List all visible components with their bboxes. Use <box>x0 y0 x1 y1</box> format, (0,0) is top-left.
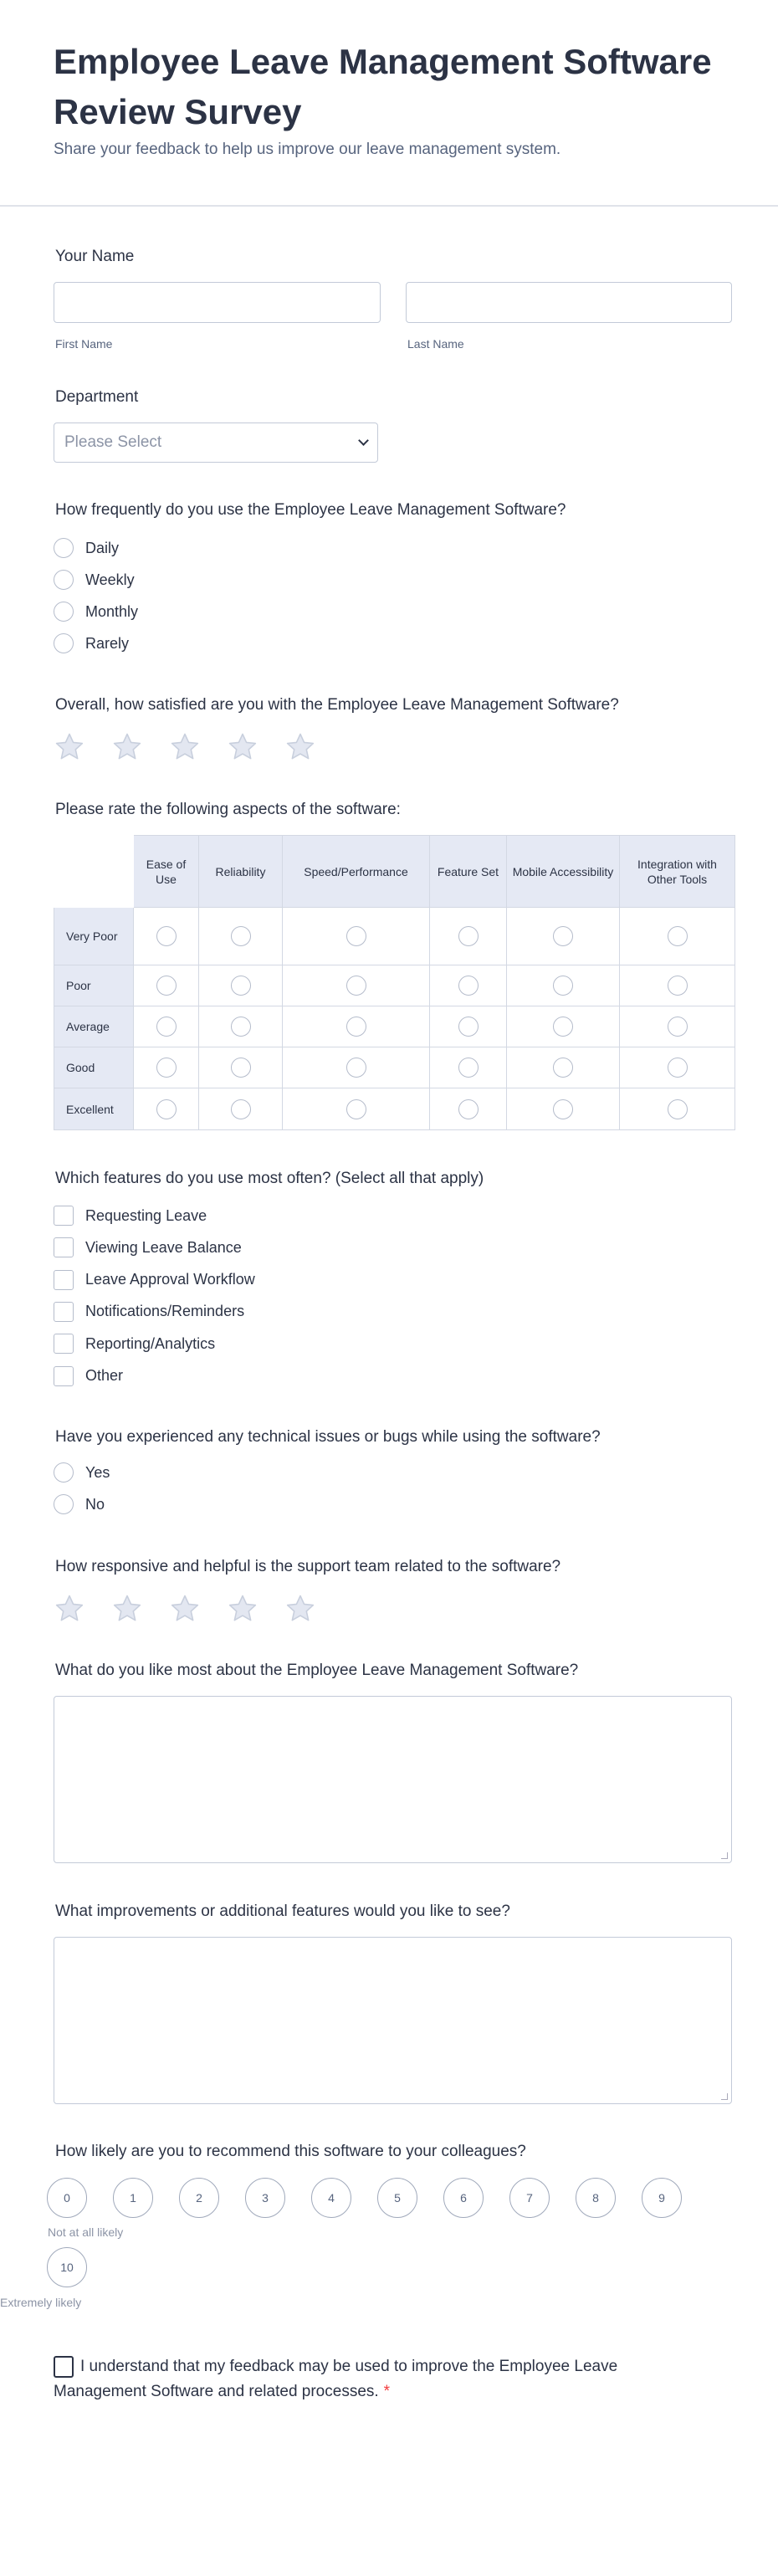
nps-option-1[interactable]: 1 <box>113 2178 153 2218</box>
consent-text: I understand that my feedback may be used to improve the Employee Leave Management Software and related processes. <box>54 2358 618 2400</box>
matrix-column-header: Integration with Other Tools <box>620 835 735 908</box>
matrix-column-header: Reliability <box>199 835 283 908</box>
page-subtitle: Share your feedback to help us improve our leave management system. <box>54 141 561 158</box>
frequency-radio[interactable] <box>54 538 74 558</box>
matrix-radio-integration-with-other-tools[interactable] <box>668 1017 688 1037</box>
required-mark: * <box>383 2383 391 2400</box>
nps-option-5[interactable]: 5 <box>377 2178 417 2218</box>
matrix-radio-feature-set[interactable] <box>458 926 479 946</box>
header-divider <box>0 205 778 207</box>
matrix-radio-mobile-accessibility[interactable] <box>553 1099 573 1119</box>
last-name-input[interactable] <box>406 282 732 323</box>
matrix-cell <box>199 1047 283 1088</box>
frequency-radio[interactable] <box>54 633 74 653</box>
option-label: Notifications/Reminders <box>85 1303 245 1320</box>
features-option-notifications-reminders[interactable] <box>54 1301 244 1323</box>
option-label: Viewing Leave Balance <box>85 1238 242 1256</box>
option-label: Monthly <box>85 602 139 620</box>
option-label: Daily <box>85 539 120 556</box>
matrix-cell <box>134 908 199 965</box>
matrix-radio-mobile-accessibility[interactable] <box>553 1017 573 1037</box>
option-label: Leave Approval Workflow <box>85 1271 255 1288</box>
first-name-sublabel: First Name <box>55 337 113 351</box>
matrix-cell <box>620 1047 735 1088</box>
features-option-leave-approval-workflow[interactable] <box>54 1269 255 1291</box>
department-placeholder: Please Select <box>64 433 162 451</box>
frequency-radio[interactable] <box>54 570 74 590</box>
matrix-cell <box>507 1006 620 1047</box>
satisfaction-star-rating[interactable] <box>54 731 316 763</box>
matrix-radio-mobile-accessibility[interactable] <box>553 976 573 996</box>
matrix-radio-ease-of-use[interactable] <box>156 1099 177 1119</box>
matrix-radio-feature-set[interactable] <box>458 976 479 996</box>
matrix-row-label: Excellent <box>54 1088 134 1130</box>
matrix-question: Please rate the following aspects of the software: <box>55 801 401 818</box>
matrix-radio-reliability[interactable] <box>231 976 251 996</box>
star-icon[interactable] <box>227 731 258 763</box>
matrix-cell <box>430 1047 507 1088</box>
improve-textarea[interactable] <box>54 1937 732 2104</box>
matrix-radio-ease-of-use[interactable] <box>156 926 177 946</box>
features-check[interactable] <box>54 1237 74 1257</box>
consent-checkbox[interactable] <box>54 2356 74 2378</box>
matrix-cell <box>283 965 430 1006</box>
matrix-cell <box>199 1006 283 1047</box>
matrix-radio-integration-with-other-tools[interactable] <box>668 976 688 996</box>
satisfaction-question: Overall, how satisfied are you with the Employee Leave Management Software? <box>55 696 619 714</box>
name-label: Your Name <box>55 248 135 265</box>
matrix-cell <box>134 1047 199 1088</box>
features-check[interactable] <box>54 1302 74 1322</box>
rating-matrix <box>54 835 735 1130</box>
nps-option-4[interactable]: 4 <box>311 2178 351 2218</box>
support-question: How responsive and helpful is the support team related to the software? <box>55 1558 561 1575</box>
department-select[interactable] <box>54 423 378 463</box>
issues-option-no[interactable] <box>54 1493 105 1515</box>
nps-option-8[interactable]: 8 <box>576 2178 616 2218</box>
star-icon[interactable] <box>54 1593 85 1625</box>
matrix-radio-speed-performance[interactable] <box>346 926 366 946</box>
matrix-row-excellent <box>54 1088 735 1130</box>
features-question: Which features do you use most often? (Select all that apply) <box>55 1170 484 1187</box>
matrix-radio-integration-with-other-tools[interactable] <box>668 1058 688 1078</box>
matrix-radio-mobile-accessibility[interactable] <box>553 1058 573 1078</box>
matrix-cell <box>283 1088 430 1130</box>
matrix-cell <box>430 908 507 965</box>
matrix-row-good <box>54 1047 735 1088</box>
matrix-cell <box>507 1047 620 1088</box>
matrix-radio-reliability[interactable] <box>231 926 251 946</box>
star-icon[interactable] <box>284 731 316 763</box>
matrix-radio-speed-performance[interactable] <box>346 1017 366 1037</box>
matrix-cell <box>199 908 283 965</box>
matrix-radio-reliability[interactable] <box>231 1017 251 1037</box>
matrix-cell <box>430 1006 507 1047</box>
features-option-requesting-leave[interactable] <box>54 1205 207 1227</box>
matrix-cell <box>283 1006 430 1047</box>
matrix-radio-speed-performance[interactable] <box>346 1058 366 1078</box>
features-option-reporting-analytics[interactable] <box>54 1333 215 1355</box>
matrix-radio-feature-set[interactable] <box>458 1017 479 1037</box>
issues-question: Have you experienced any technical issues or bugs while using the software? <box>55 1428 601 1446</box>
nps-option-9[interactable]: 9 <box>642 2178 682 2218</box>
matrix-radio-feature-set[interactable] <box>458 1058 479 1078</box>
nps-question: How likely are you to recommend this software to your colleagues? <box>55 2143 526 2160</box>
option-label: Rarely <box>85 634 130 652</box>
nps-low-label: Not at all likely <box>48 2225 124 2239</box>
option-label: Yes <box>85 1463 110 1481</box>
matrix-radio-mobile-accessibility[interactable] <box>553 926 573 946</box>
nps-option-2[interactable]: 2 <box>179 2178 219 2218</box>
matrix-cell <box>507 965 620 1006</box>
issues-radio[interactable] <box>54 1462 74 1483</box>
nps-option-10[interactable]: 10 <box>47 2247 87 2287</box>
features-check[interactable] <box>54 1334 74 1354</box>
matrix-cell <box>134 1006 199 1047</box>
matrix-cell <box>620 965 735 1006</box>
nps-high-label: Extremely likely <box>0 2296 82 2309</box>
option-label: Other <box>85 1367 124 1384</box>
matrix-radio-reliability[interactable] <box>231 1099 251 1119</box>
chevron-down-icon <box>358 435 369 446</box>
matrix-row-label: Average <box>54 1006 134 1047</box>
nps-option-0[interactable]: 0 <box>47 2178 87 2218</box>
resize-handle-icon[interactable] <box>721 1852 728 1859</box>
matrix-cell <box>430 965 507 1006</box>
matrix-row-poor <box>54 965 735 1006</box>
department-label: Department <box>55 388 139 406</box>
matrix-cell <box>134 1088 199 1130</box>
frequency-radio[interactable] <box>54 602 74 622</box>
star-icon[interactable] <box>54 731 85 763</box>
features-check[interactable] <box>54 1206 74 1226</box>
features-check[interactable] <box>54 1366 74 1386</box>
frequency-option-weekly[interactable] <box>54 569 135 591</box>
improve-question: What improvements or additional features would you like to see? <box>55 1903 510 1920</box>
option-label: No <box>85 1495 105 1513</box>
matrix-cell <box>620 908 735 965</box>
matrix-radio-ease-of-use[interactable] <box>156 976 177 996</box>
star-icon[interactable] <box>227 1593 258 1625</box>
matrix-radio-integration-with-other-tools[interactable] <box>668 926 688 946</box>
features-option-viewing-leave-balance[interactable] <box>54 1237 242 1258</box>
matrix-radio-ease-of-use[interactable] <box>156 1017 177 1037</box>
frequency-option-rarely[interactable] <box>54 632 129 654</box>
frequency-option-monthly[interactable] <box>54 601 138 622</box>
issues-option-yes[interactable] <box>54 1462 110 1483</box>
star-icon[interactable] <box>284 1593 316 1625</box>
nps-option-3[interactable]: 3 <box>245 2178 285 2218</box>
matrix-cell <box>283 1047 430 1088</box>
star-icon[interactable] <box>169 1593 201 1625</box>
option-label: Reporting/Analytics <box>85 1334 216 1352</box>
matrix-radio-speed-performance[interactable] <box>346 1099 366 1119</box>
matrix-row-average <box>54 1006 735 1047</box>
matrix-radio-feature-set[interactable] <box>458 1099 479 1119</box>
matrix-cell <box>507 1088 620 1130</box>
matrix-cell <box>199 965 283 1006</box>
matrix-column-header: Mobile Accessibility <box>507 835 620 908</box>
matrix-cell <box>199 1088 283 1130</box>
support-star-rating[interactable] <box>54 1593 316 1625</box>
frequency-question: How frequently do you use the Employee Leave Management Software? <box>55 501 566 519</box>
matrix-cell <box>620 1088 735 1130</box>
matrix-row-label: Good <box>54 1047 134 1088</box>
matrix-corner <box>54 835 134 908</box>
nps-option-7[interactable]: 7 <box>509 2178 550 2218</box>
last-name-sublabel: Last Name <box>407 337 464 351</box>
matrix-radio-speed-performance[interactable] <box>346 976 366 996</box>
frequency-option-daily[interactable] <box>54 537 119 559</box>
consent-checkbox-field[interactable] <box>54 2354 656 2404</box>
matrix-column-header: Feature Set <box>430 835 507 908</box>
issues-radio[interactable] <box>54 1494 74 1514</box>
matrix-cell <box>283 908 430 965</box>
first-name-input[interactable] <box>54 282 381 323</box>
star-icon[interactable] <box>111 1593 143 1625</box>
features-check[interactable] <box>54 1270 74 1290</box>
nps-option-6[interactable]: 6 <box>443 2178 484 2218</box>
matrix-cell <box>507 908 620 965</box>
matrix-column-header: Speed/Performance <box>283 835 430 908</box>
star-icon[interactable] <box>111 731 143 763</box>
page-title: Employee Leave Management Software Review Survey <box>54 42 712 131</box>
resize-handle-icon[interactable] <box>721 2093 728 2100</box>
matrix-column-header: Ease of Use <box>134 835 199 908</box>
matrix-cell <box>430 1088 507 1130</box>
matrix-radio-integration-with-other-tools[interactable] <box>668 1099 688 1119</box>
matrix-radio-ease-of-use[interactable] <box>156 1058 177 1078</box>
matrix-row-label: Very Poor <box>54 908 134 965</box>
option-label: Weekly <box>85 571 135 588</box>
star-icon[interactable] <box>169 731 201 763</box>
matrix-row-label: Poor <box>54 965 134 1006</box>
features-option-other[interactable] <box>54 1365 123 1387</box>
matrix-cell <box>620 1006 735 1047</box>
option-label: Requesting Leave <box>85 1206 207 1224</box>
like-textarea[interactable] <box>54 1696 732 1863</box>
matrix-radio-reliability[interactable] <box>231 1058 251 1078</box>
like-question: What do you like most about the Employee Leave Management Software? <box>55 1662 579 1679</box>
matrix-row-very-poor <box>54 908 735 965</box>
matrix-cell <box>134 965 199 1006</box>
